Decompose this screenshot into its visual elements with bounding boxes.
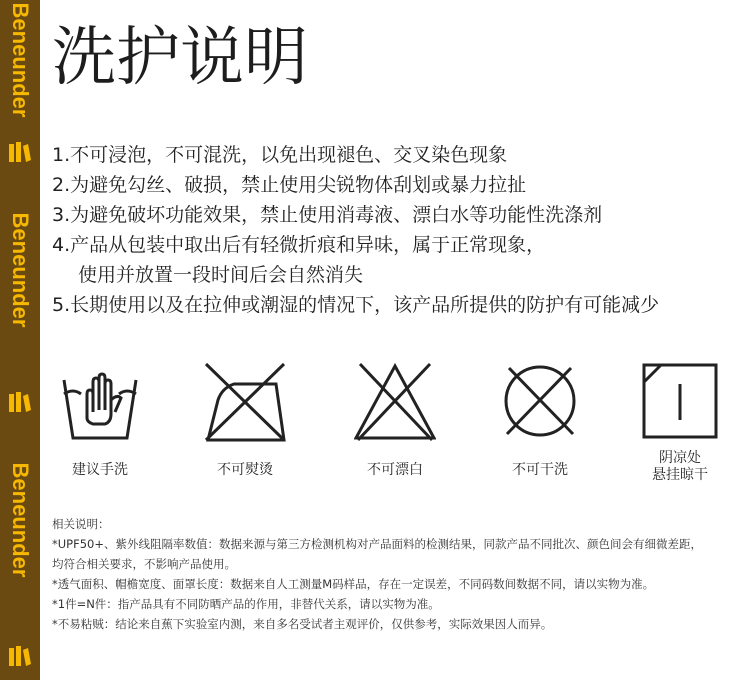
notes-heading: 相关说明： xyxy=(52,517,110,531)
note-line: *UPF50+、紫外线阻隔率数值：数据来源与第三方检测机构对产品面料的检测结果，同款产品不同批次、颜色间会有细微差距， xyxy=(52,537,702,551)
hand-wash-icon xyxy=(59,360,141,442)
note-line: *不易粘贼：结论来自蕉下实验室内测，来自多名受试者主观评价，仅供参考，实际效果因人而异。 xyxy=(52,617,553,631)
note-line: *1件=N件：指产品具有不同防晒产品的作用，非替代关系，请以实物为准。 xyxy=(52,597,440,611)
care-symbol-no-bleach xyxy=(325,360,465,479)
care-symbol-no-iron xyxy=(175,360,315,479)
brand-mark-icon xyxy=(8,142,32,164)
dry-flat-shade-icon xyxy=(639,360,721,442)
care-instructions-list xyxy=(52,140,659,320)
brand-logo-text: Beneunder xyxy=(8,462,33,578)
brand-strip xyxy=(0,0,40,680)
no-dry-clean-icon xyxy=(499,360,581,442)
instruction-item: 2.为避免勾丝、破损，禁止使用尖锐物体刮划或暴力拉扯 xyxy=(52,174,527,196)
page-title: 洗护说明 xyxy=(52,21,308,95)
no-bleach-icon xyxy=(354,360,436,442)
care-symbols-row xyxy=(50,360,740,490)
care-symbol-label: 建议手洗 xyxy=(72,462,128,478)
care-symbol-label: 不可漂白 xyxy=(367,462,423,478)
instruction-item: 3.为避免破坏功能效果，禁止使用消毒液、漂白水等功能性洗涤剂 xyxy=(52,204,603,226)
instruction-item: 4.产品从包装中取出后有轻微折痕和异味，属于正常现象， xyxy=(52,234,546,256)
care-symbol-label: 不可熨烫 xyxy=(217,462,273,478)
instruction-item: 5.长期使用以及在拉伸或潮湿的情况下，该产品所提供的防护有可能减少 xyxy=(52,294,660,316)
brand-mark-icon xyxy=(8,392,32,414)
care-symbol-label: 不可干洗 xyxy=(512,462,568,478)
brand-logo-text: Beneunder xyxy=(8,212,33,328)
no-iron-icon xyxy=(204,360,286,442)
note-line: 均符合相关要求，不影响产品使用。 xyxy=(52,557,236,571)
brand-mark-icon xyxy=(8,646,32,668)
care-symbol-label-line: 悬挂晾干 xyxy=(652,467,708,483)
note-line: *透气面积、帽檐宽度、面罩长度：数据来自人工测量M码样品，存在一定误差，不同码数间数据不同，请以实物为准。 xyxy=(52,577,655,591)
care-symbol-no-dry-clean xyxy=(470,360,610,479)
instruction-item-continuation: 使用并放置一段时间后会自然消失 xyxy=(78,264,364,286)
care-symbol-dry-shade xyxy=(610,360,750,484)
care-symbol-hand-wash xyxy=(30,360,170,479)
notes-section xyxy=(52,514,742,634)
instruction-item: 1.不可浸泡，不可混洗，以免出现褪色、交叉染色现象 xyxy=(52,144,508,166)
care-symbol-label-line: 阴凉处 xyxy=(659,450,701,466)
care-symbol-label xyxy=(610,450,750,484)
brand-logo-text: Beneunder xyxy=(8,2,33,118)
